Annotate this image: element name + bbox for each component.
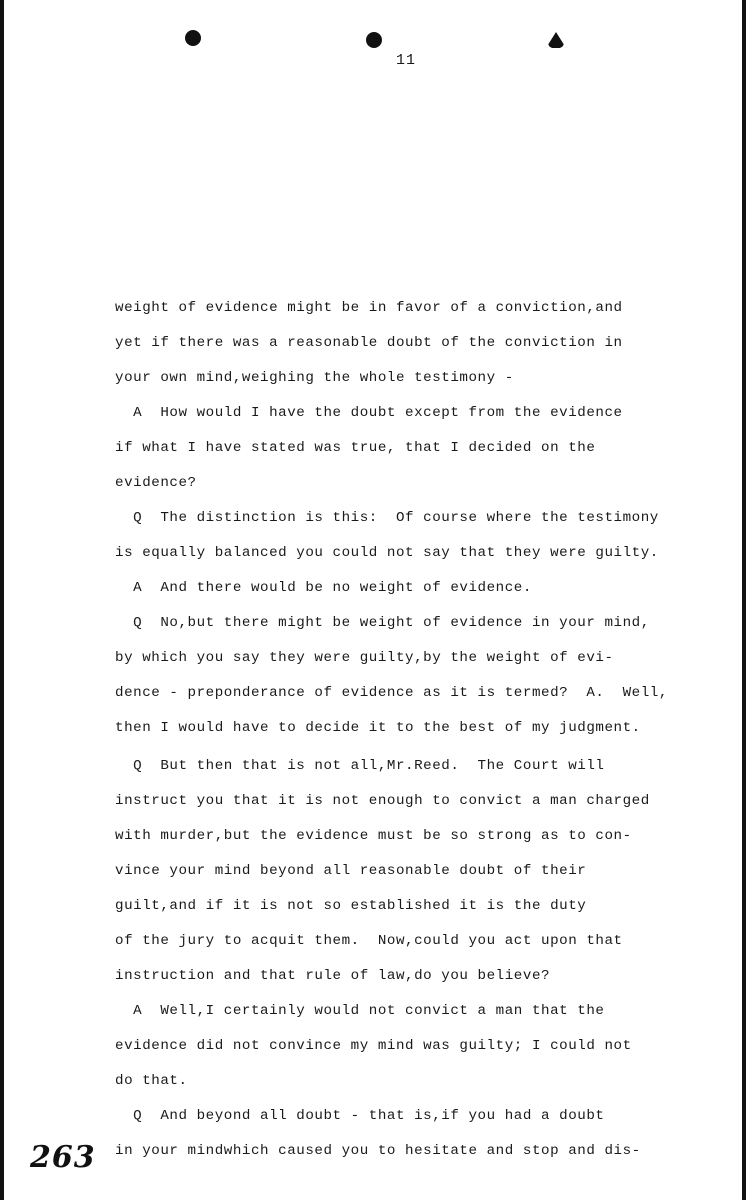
transcript-line: your own mind,weighing the whole testimony - [115, 370, 514, 386]
transcript-line: weight of evidence might be in favor of a conviction,and [115, 300, 623, 316]
transcript-line: A How would I have the doubt except from the evidence [115, 405, 623, 421]
transcript-line: evidence did not convince my mind was guilty; I could not [115, 1038, 632, 1054]
punch-hole-icon [366, 32, 382, 48]
transcript-line: Q No,but there might be weight of evidence in your mind, [115, 615, 650, 631]
transcript-line: then I would have to decide it to the best of my judgment. [115, 720, 641, 736]
transcript-line: instruct you that it is not enough to convict a man charged [115, 793, 650, 809]
transcript-line: instruction and that rule of law,do you believe? [115, 968, 551, 984]
handwritten-margin-number: 263 [30, 1140, 96, 1175]
scan-border-left [0, 0, 4, 1200]
transcript-line: in your mindwhich caused you to hesitate and stop and dis- [115, 1143, 641, 1159]
transcript-line: A Well,I certainly would not convict a man that the [115, 1003, 605, 1019]
punch-hole-icon [548, 32, 564, 48]
punch-hole-icon [185, 30, 201, 46]
transcript-line: is equally balanced you could not say that they were guilty. [115, 545, 659, 561]
transcript-line: do that. [115, 1073, 188, 1089]
transcript-line: if what I have stated was true, that I decided on the [115, 440, 596, 456]
page-number: 11 [396, 52, 417, 69]
transcript-line: of the jury to acquit them. Now,could you act upon that [115, 933, 623, 949]
transcript-line: A And there would be no weight of evidence. [115, 580, 532, 596]
transcript-line: with murder,but the evidence must be so strong as to con- [115, 828, 632, 844]
transcript-line: Q And beyond all doubt - that is,if you had a doubt [115, 1108, 605, 1124]
transcript-line: guilt,and if it is not so established it is the duty [115, 898, 587, 914]
scan-border-right [742, 0, 746, 1200]
transcript-line: yet if there was a reasonable doubt of the conviction in [115, 335, 623, 351]
transcript-line: evidence? [115, 475, 197, 491]
transcript-line: vince your mind beyond all reasonable doubt of their [115, 863, 587, 879]
transcript-line: by which you say they were guilty,by the weight of evi- [115, 650, 614, 666]
transcript-line: Q But then that is not all,Mr.Reed. The Court will [115, 758, 605, 774]
transcript-line: dence - preponderance of evidence as it is termed? A. Well, [115, 685, 668, 701]
transcript-line: Q The distinction is this: Of course where the testimony [115, 510, 659, 526]
